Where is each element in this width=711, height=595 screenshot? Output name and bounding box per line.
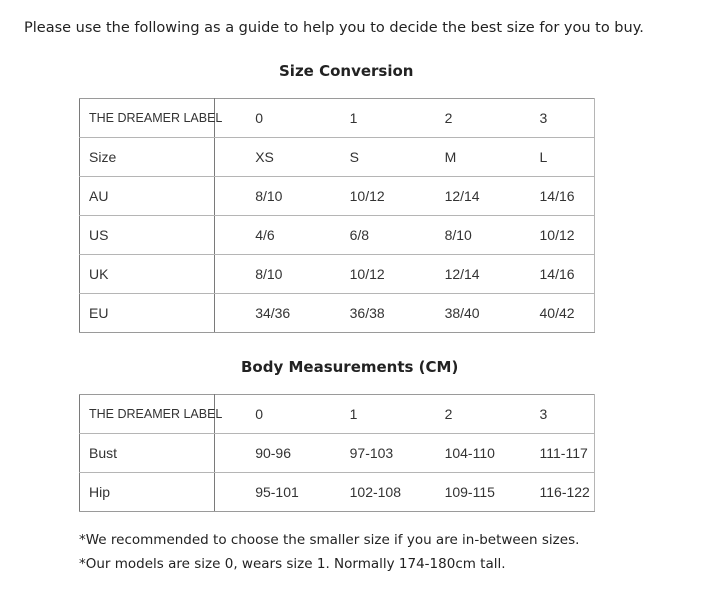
table-cell: 4/6 — [215, 216, 310, 255]
size-conversion-table — [79, 98, 595, 333]
note-recommendation: *We recommended to choose the smaller size if you are in-between sizes. — [79, 532, 580, 548]
row-label: EU — [80, 294, 215, 333]
table-cell: 2 — [405, 395, 500, 434]
table-cell: 36/38 — [310, 294, 405, 333]
row-label: UK — [80, 255, 215, 294]
note-model-size: *Our models are size 0, wears size 1. Normally 174-180cm tall. — [79, 556, 506, 572]
intro-text: Please use the following as a guide to help you to decide the best size for you to buy. — [24, 20, 644, 36]
row-label: Hip — [80, 473, 215, 512]
table-cell: 14/16 — [500, 177, 595, 216]
table-cell: 116-122 — [500, 473, 595, 512]
table-cell: 10/12 — [310, 177, 405, 216]
table-cell: 104-110 — [405, 434, 500, 473]
table-cell: 12/14 — [405, 255, 500, 294]
table-row — [80, 395, 595, 434]
table-cell: 0 — [215, 99, 310, 138]
table-row — [80, 216, 595, 255]
table-cell: M — [405, 138, 500, 177]
table-row — [80, 434, 595, 473]
row-label: AU — [80, 177, 215, 216]
table-row — [80, 255, 595, 294]
table-cell: 90-96 — [215, 434, 310, 473]
body-measurements-title: Body Measurements (CM) — [241, 358, 459, 376]
table-cell: 8/10 — [215, 177, 310, 216]
table-cell: 3 — [500, 395, 595, 434]
row-label: Bust — [80, 434, 215, 473]
table-row — [80, 138, 595, 177]
table-cell: 97-103 — [310, 434, 405, 473]
row-label: US — [80, 216, 215, 255]
body-measurements-table — [79, 394, 595, 512]
table-cell: 3 — [500, 99, 595, 138]
table-cell: 12/14 — [405, 177, 500, 216]
table-cell: L — [500, 138, 595, 177]
table-row — [80, 473, 595, 512]
table-cell: 38/40 — [405, 294, 500, 333]
table-cell: 10/12 — [500, 216, 595, 255]
table-cell: 95-101 — [215, 473, 310, 512]
table-cell: 1 — [310, 395, 405, 434]
table-cell: 2 — [405, 99, 500, 138]
table-cell: 111-117 — [500, 434, 595, 473]
row-label: THE DREAMER LABEL — [80, 99, 215, 138]
row-label: THE DREAMER LABEL — [80, 395, 215, 434]
table-row — [80, 99, 595, 138]
table-cell: 109-115 — [405, 473, 500, 512]
table-cell: 40/42 — [500, 294, 595, 333]
table-row — [80, 177, 595, 216]
table-cell: S — [310, 138, 405, 177]
table-row — [80, 294, 595, 333]
table-cell: 14/16 — [500, 255, 595, 294]
size-conversion-title: Size Conversion — [279, 62, 414, 80]
table-cell: XS — [215, 138, 310, 177]
table-cell: 0 — [215, 395, 310, 434]
table-cell: 6/8 — [310, 216, 405, 255]
table-cell: 34/36 — [215, 294, 310, 333]
table-cell: 10/12 — [310, 255, 405, 294]
row-label: Size — [80, 138, 215, 177]
table-cell: 1 — [310, 99, 405, 138]
table-cell: 102-108 — [310, 473, 405, 512]
table-cell: 8/10 — [405, 216, 500, 255]
table-cell: 8/10 — [215, 255, 310, 294]
